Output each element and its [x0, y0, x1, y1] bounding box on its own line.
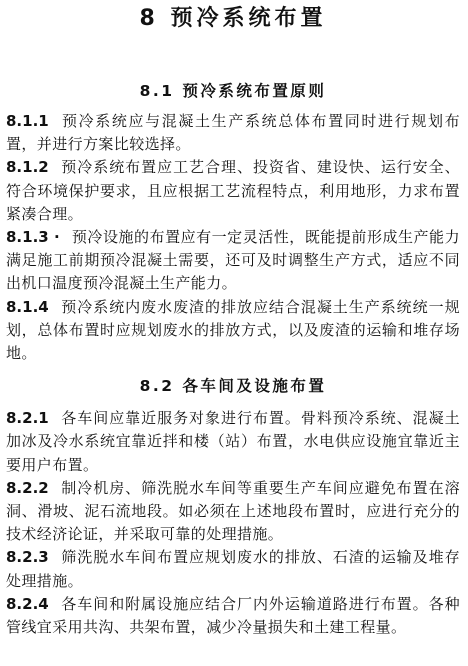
clause-8-2-4: [6, 593, 460, 639]
clause-number: 8.1.1: [6, 112, 49, 130]
clause-number: 8.1.3 ·: [6, 228, 60, 247]
clause-number: 8.2.3: [6, 548, 49, 567]
clause-8-1-4: [6, 296, 460, 366]
clause-8-2-3: [6, 546, 460, 592]
clause-text: 各车间应靠近服务对象进行布置。骨料预冷系统、混凝土加冰及冷水系统宜靠近拌和楼（站）布置，水电供应设施宜靠近主要用户布置。: [6, 409, 460, 474]
clause-text: 筛洗脱水车间布置应规划废水的排放、石渣的运输及堆存处理措施。: [6, 548, 460, 590]
clause-8-1-2: [6, 156, 460, 226]
clause-text: 各车间和附属设施应结合厂内外运输道路进行布置。各种管线宜采用共沟、共架布置，减少冷量损失和土建工程量。: [6, 594, 460, 637]
clause-8-1-1: [6, 110, 460, 156]
clause-number: 8.2.1: [6, 409, 49, 428]
clause-8-1-3: [6, 226, 460, 296]
section-title-8-1: 8.1 预冷系统布置原则: [139, 82, 327, 100]
clause-text: 预冷设施的布置应有一定灵活性，既能提前形成生产能力满足施工前期预冷混凝土需要，还可及时调整生产方式，适应不同出机口温度预冷混凝土生产能力。: [6, 228, 460, 293]
clause-number: 8.2.2: [6, 478, 49, 497]
clause-8-2-2: [6, 477, 460, 547]
clause-text: 预冷系统布置应工艺合理、投资省、建设快、运行安全、符合环境保护要求，且应根据工艺流程特点，利用地形，力求布置紧凑合理。: [6, 158, 460, 223]
clause-text: 预冷系统应与混凝土生产系统总体布置同时进行规划布置，并进行方案比较选择。: [6, 112, 460, 154]
clause-text: 制冷机房、筛洗脱水车间等重要生产车间应避免布置在溶洞、滑坡、泥石流地段。如必须在上述地段布置时，应进行充分的技术经济论证，并采取可靠的处理措施。: [6, 478, 460, 544]
chapter-title: 8 预冷系统布置: [139, 6, 327, 31]
clause-number: 8.1.2: [6, 158, 49, 177]
section-title-8-2: 8.2 各车间及设施布置: [139, 377, 327, 396]
clause-8-2-1: [6, 407, 460, 477]
clause-number: 8.2.4: [6, 594, 49, 613]
clause-text: 预冷系统内废水废渣的排放应结合混凝土生产系统统一规划，总体布置时应规划废水的排放方式，以及废渣的运输和堆存场地。: [6, 297, 460, 363]
clause-number: 8.1.4: [6, 297, 49, 316]
